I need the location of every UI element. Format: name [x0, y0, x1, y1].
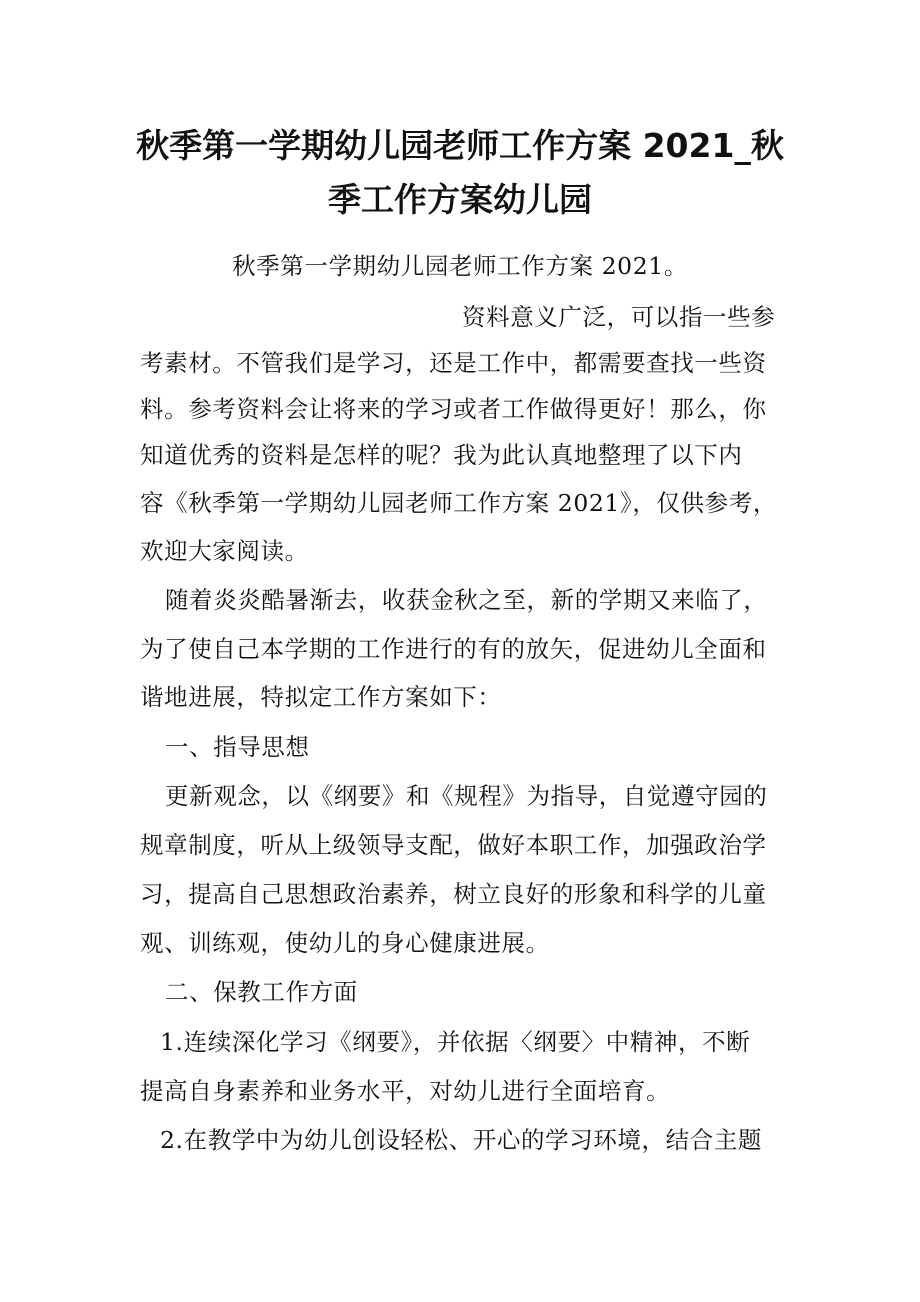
- paragraph-line: 2.在教学中为幼儿创设轻松、开心的学习环境，结合主题: [160, 1126, 763, 1154]
- paragraph-line: 考素材。不管我们是学习，还是工作中，都需要查找一些资: [140, 349, 767, 377]
- paragraph-line: 1.连续深化学习《纲要》，并依据〈纲要〉中精神，不断: [160, 1028, 751, 1056]
- paragraph-line: 提高自身素养和业务水平，对幼儿进行全面培育。: [140, 1077, 671, 1105]
- paragraph-line: 规章制度，听从上级领导支配，做好本职工作，加强政治学: [140, 831, 767, 859]
- paragraph-line: 欢迎大家阅读。: [140, 537, 309, 565]
- paragraph-line: 知道优秀的资料是怎样的呢？我为此认真地整理了以下内: [140, 441, 743, 469]
- paragraph-line: 为了使自己本学期的工作进行的有的放矢，促进幼儿全面和: [140, 635, 767, 663]
- paragraph-line: 料。参考资料会让将来的学习或者工作做得更好！那么，你: [140, 395, 767, 423]
- document-title-line-2: 季工作方案幼儿园: [328, 180, 592, 219]
- paragraph-line: 随着炎炎酷暑渐去，收获金秋之至，新的学期又来临了，: [165, 586, 768, 614]
- document-subtitle: 秋季第一学期幼儿园老师工作方案 2021。: [232, 252, 688, 280]
- paragraph-line: 谐地进展，特拟定工作方案如下：: [140, 683, 502, 711]
- paragraph-line: 习，提高自己思想政治素养，树立良好的形象和科学的儿童: [140, 880, 767, 908]
- paragraph-line: 观、训练观，使幼儿的身心健康进展。: [140, 929, 550, 957]
- document-title-line-1: 秋季第一学期幼儿园老师工作方案 2021_秋: [136, 126, 784, 165]
- section-heading: 一、指导思想: [165, 733, 310, 761]
- paragraph-line: 资料意义广泛，可以指一些参: [462, 303, 776, 331]
- paragraph-line: 容《秋季第一学期幼儿园老师工作方案 2021》，仅供参考，: [140, 489, 777, 517]
- section-heading: 二、保教工作方面: [165, 978, 358, 1006]
- paragraph-line: 更新观念，以《纲要》和《规程》为指导，自觉遵守园的: [165, 782, 768, 810]
